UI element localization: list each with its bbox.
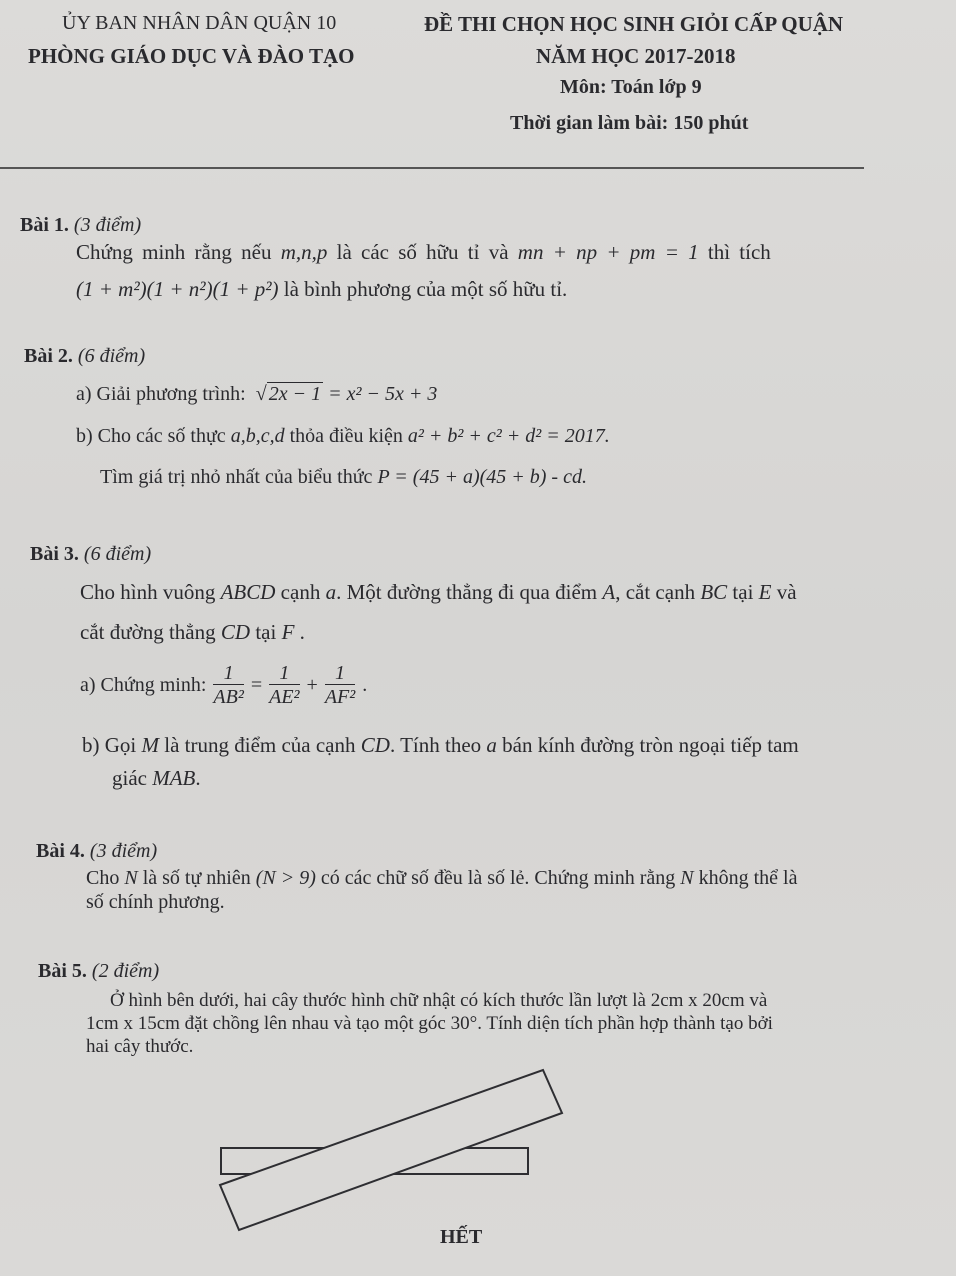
bai3-part-a: a) Chứng minh: $\frac{1}{\text{AB²}}$ = $\frac{1}{\text{AE²}}$ + $\frac{1}{\text{AF²}}$ . bbox=[80, 662, 368, 708]
fraction-af: $\frac{1}{\text{AF²}}$ bbox=[324, 662, 356, 708]
bai4-heading: Bài 4. (3 điểm) bbox=[36, 840, 158, 862]
bai1-line2: (1 + m²)(1 + n²)(1 + p²) là bình phương của một số hữu tỉ. bbox=[76, 277, 568, 301]
bai2-heading: Bài 2. (6 điểm) bbox=[24, 345, 146, 367]
bai4-line2: số chính phương. bbox=[86, 891, 225, 913]
bai2-part-a: a) Giải phương trình: √ 2x − 1 = x² − 5x + 3 bbox=[76, 383, 438, 405]
bai5-heading: Bài 5. (2 điểm) bbox=[38, 960, 160, 982]
bai3-line2: cắt đường thẳng CD tại F . bbox=[80, 620, 305, 644]
header-subject: Môn: Toán lớp 9 bbox=[560, 76, 702, 98]
bai1-line1: Chứng minh rằng nếu m,n,p là các số hữu tỉ và mn + np + pm = 1 thì tích bbox=[76, 240, 771, 264]
fraction-ae: $\frac{1}{\text{AE²}}$ bbox=[269, 662, 300, 708]
bai3-part-b-line2: giác MAB. bbox=[112, 766, 201, 790]
fraction-ab: $\frac{1}{\text{AB²}}$ bbox=[213, 662, 244, 708]
bai3-part-b: b) Gọi M là trung điểm của cạnh CD. Tính theo a bán kính đường tròn ngoại tiếp tam bbox=[82, 733, 799, 757]
bai2-part-b: b) Cho các số thực a,b,c,d thỏa điều kiện a² + b² + c² + d² = 2017. bbox=[76, 425, 610, 447]
header-authority: ỦY BAN NHÂN DÂN QUẬN 10 bbox=[62, 12, 337, 34]
bai5-line3: hai cây thước. bbox=[86, 1036, 194, 1057]
header-department: PHÒNG GIÁO DỤC VÀ ĐÀO TẠO bbox=[28, 44, 355, 68]
bai2-part-b-line2: Tìm giá trị nhỏ nhất của biểu thức P = (45 + a)(45 + b) - cd. bbox=[100, 466, 587, 488]
bai1-heading: Bài 1. (3 điểm) bbox=[20, 214, 142, 236]
long-ruler bbox=[220, 1070, 562, 1230]
bai4-line1: Cho N là số tự nhiên (N > 9) có các chữ số đều là số lẻ. Chứng minh rằng N không thể là bbox=[86, 867, 798, 889]
bai3-heading: Bài 3. (6 điểm) bbox=[30, 543, 152, 565]
header-exam-title: ĐỀ THI CHỌN HỌC SINH GIỎI CẤP QUẬN bbox=[424, 12, 844, 36]
bai5-line2: 1cm x 15cm đặt chồng lên nhau và tạo một góc 30°. Tính diện tích phần hợp thành tạo bởi bbox=[86, 1013, 773, 1034]
bai3-line1: Cho hình vuông ABCD cạnh a. Một đường thẳng đi qua điểm A, cắt cạnh BC tại E và bbox=[80, 580, 797, 604]
end-marker: HẾT bbox=[440, 1226, 483, 1248]
header-school-year: NĂM HỌC 2017-2018 bbox=[536, 44, 736, 68]
header-time: Thời gian làm bài: 150 phút bbox=[510, 112, 749, 134]
bai5-line1: Ở hình bên dưới, hai cây thước hình chữ nhật có kích thước lần lượt là 2cm x 20cm và bbox=[110, 990, 768, 1011]
